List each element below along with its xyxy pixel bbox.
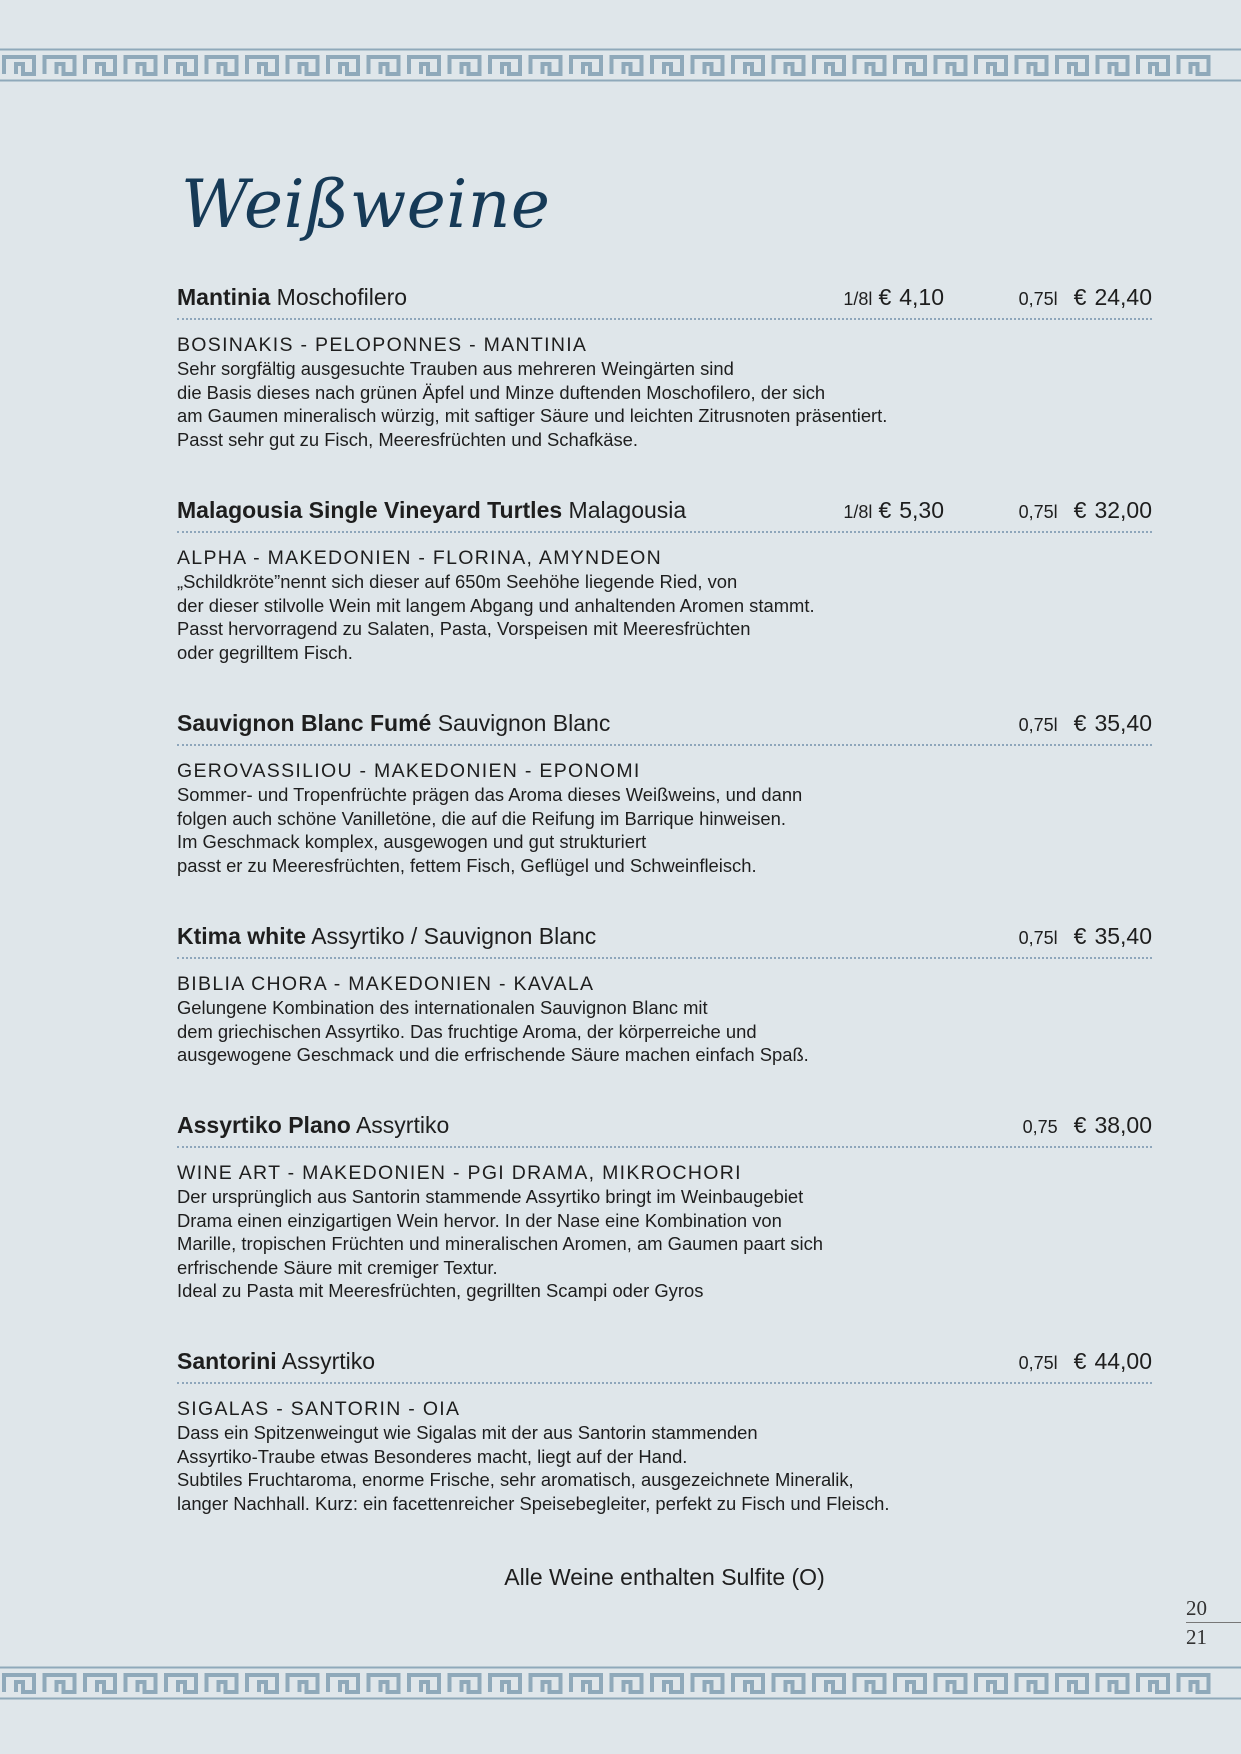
meander-motif [774,1675,804,1692]
wine-name: Sauvignon Blanc Fumé [177,710,432,736]
wine-name: Ktima white [177,923,307,949]
meander-motif [126,1675,156,1692]
meander-motif [1098,57,1128,74]
wine-name: Assyrtiko Plano [177,1112,351,1138]
euro-symbol: € [1073,1112,1087,1138]
description-line: Dass ein Spitzenweingut wie Sigalas mit der aus Santorin stammenden [177,1422,758,1443]
euro-symbol: € [1073,1348,1087,1374]
description-line: Drama einen einzigartigen Wein hervor. In der Nase eine Kombination von [177,1209,782,1231]
wine-entry [177,921,1152,1067]
description-line: der dieser stilvolle Wein mit langem Abgang und anhaltenden Aromen stammt. [177,594,815,616]
sulfite-note: Alle Weine enthalten Sulfite (O) [504,1564,825,1590]
bottle-price-value: 38,00 [1094,1112,1152,1138]
description-line: Passt hervorragend zu Salaten, Pasta, Vorspeisen mit Meeresfrüchten [177,618,751,639]
wine-grape: Malagousia [568,497,687,523]
wine-name: Mantinia [177,284,271,310]
meander-motif [976,1675,1006,1692]
description-line: die Basis dieses nach grünen Äpfel und Minze duftenden Moschofilero, der sich [177,381,826,403]
meander-ornament-top [0,48,1241,82]
meander-motif [247,1675,277,1692]
euro-symbol: € [878,497,892,523]
meander-motif [814,1675,844,1692]
bottle-price-value: 35,40 [1094,923,1152,949]
glass-price [843,284,944,311]
bottle-volume: 0,75l [1018,502,1058,522]
euro-symbol: € [1073,923,1087,949]
description-line: Subtiles Fruchtaroma, enorme Frische, sehr aromatisch, ausgezeichnete Mineralik, [177,1469,854,1490]
meander-motif [166,57,196,74]
meander-motif [409,57,439,74]
greek-key-border-top [0,48,1241,82]
meander-motif [693,1675,723,1692]
page-title: Weißweine [181,166,551,243]
bottle-price-value: 44,00 [1094,1348,1152,1374]
description-line: passt er zu Meeresfrüchten, fettem Fisch, Geflügel und Schweinfleisch. [177,854,757,876]
wine-grape: Assyrtiko [355,1112,450,1138]
description-line: Im Geschmack komplex, ausgewogen und gut strukturiert [177,831,647,852]
page-number-left: 20 [1186,1596,1207,1620]
wine-title [177,284,407,311]
meander-motif [207,57,237,74]
wine-entry [177,1110,1152,1303]
bottle-price-value: 32,00 [1094,497,1152,523]
bottle-volume: 0,75l [1018,289,1058,309]
glass-price-value: 4,10 [899,284,944,310]
wine-grape: Assyrtiko [281,1348,376,1374]
meander-motif [733,57,763,74]
description-line: Gelungene Kombination des internationalen Sauvignon Blanc mit [177,997,708,1018]
meander-motif [612,57,642,74]
meander-motif [531,1675,561,1692]
page-number-right: 21 [1186,1625,1207,1649]
meander-motif [571,1675,601,1692]
meander-motif [450,1675,480,1692]
meander-motif [166,1675,196,1692]
meander-motif [45,57,75,74]
wine-description [177,1421,1152,1515]
meander-motif [1138,57,1168,74]
glass-volume: 1/8l [843,289,873,309]
description-line: Passt sehr gut zu Fisch, Meeresfrüchten und Schafkäse. [177,428,639,450]
bottle-price [1019,497,1152,524]
bottle-volume: 0,75l [1018,715,1058,735]
meander-motif [85,1675,115,1692]
description-line: Ideal zu Pasta mit Meeresfrüchten, gegrillten Scampi oder Gyros [177,1280,704,1301]
description-line: Sehr sorgfältig ausgesuchte Trauben aus mehreren Weingärten sind [177,358,734,379]
meander-motif [369,57,399,74]
euro-symbol: € [878,284,892,310]
wine-producer: BIBLIA CHORA - MAKEDONIEN - KAVALA [177,973,595,995]
wine-entry [177,1346,1152,1515]
wine-producer: SIGALAS - SANTORIN - OIA [177,1398,461,1420]
wine-producer: WINE ART - MAKEDONIEN - PGI DRAMA, MIKROCHORI [177,1162,742,1184]
bottle-volume: 0,75 [1022,1117,1058,1137]
wine-header-row [177,1346,1152,1384]
wine-description [177,357,1152,451]
meander-motif [1138,1675,1168,1692]
meander-motif [1057,1675,1087,1692]
meander-motif [450,57,480,74]
meander-motif [288,57,318,74]
euro-symbol: € [1073,497,1087,523]
description-line: Assyrtiko-Traube etwas Besonderes macht, liegt auf der Hand. [177,1445,688,1467]
wine-header-row [177,282,1152,320]
wine-name: Malagousia Single Vineyard Turtles [177,497,563,523]
meander-motif [1179,1675,1209,1692]
meander-motif [652,57,682,74]
meander-motif [693,57,723,74]
bottle-price [1019,284,1152,311]
meander-motif [814,57,844,74]
meander-ornament-bottom [0,1666,1241,1700]
wine-name: Santorini [177,1348,277,1374]
meander-motif [126,57,156,74]
meander-motif [369,1675,399,1692]
description-line: folgen auch schöne Vanilletöne, die auf die Reifung im Barrique hinweisen. [177,807,786,829]
meander-motif [328,1675,358,1692]
meander-motif [652,1675,682,1692]
bottle-price-value: 24,40 [1094,284,1152,310]
meander-motif [45,1675,75,1692]
meander-motif [855,1675,885,1692]
wine-grape: Sauvignon Blanc [437,710,611,736]
wine-producer: BOSINAKIS - PELOPONNES - MANTINIA [177,334,588,356]
description-line: oder gegrilltem Fisch. [177,641,353,663]
meander-motif [1179,57,1209,74]
meander-motif [895,1675,925,1692]
wine-entry [177,282,1152,451]
description-line: „Schildkröte”nennt sich dieser auf 650m Seehöhe liegende Ried, von [177,571,738,592]
meander-motif [895,57,925,74]
bottle-price [1023,1112,1152,1139]
meander-motif [774,57,804,74]
description-line: erfrischende Säure mit cremiger Textur. [177,1256,498,1278]
description-line: Marille, tropischen Früchten und mineralischen Aromen, am Gaumen paart sich [177,1233,824,1254]
description-line: Sommer- und Tropenfrüchte prägen das Aroma dieses Weißweins, und dann [177,784,803,805]
meander-motif [490,1675,520,1692]
description-line: Der ursprünglich aus Santorin stammende Assyrtiko bringt im Weinbaugebiet [177,1186,804,1207]
wine-header-row [177,1110,1152,1148]
page-numbers [1186,1594,1241,1651]
description-line: langer Nachhall. Kurz: ein facettenreicher Speisebegleiter, perfekt zu Fisch und Fleisch. [177,1492,890,1514]
meander-motif [4,57,34,74]
greek-key-border-bottom [0,1666,1241,1700]
meander-motif [328,57,358,74]
wine-description [177,1185,1152,1303]
meander-motif [733,1675,763,1692]
meander-motif [247,57,277,74]
wine-grape: Moschofilero [276,284,408,310]
meander-motif [85,57,115,74]
wine-producer: ALPHA - MAKEDONIEN - FLORINA, AMYNDEON [177,547,662,569]
meander-motif [855,57,885,74]
meander-motif [288,1675,318,1692]
meander-motif [936,1675,966,1692]
meander-motif [409,1675,439,1692]
glass-price-value: 5,30 [899,497,944,523]
meander-motif [207,1675,237,1692]
glass-volume: 1/8l [843,502,873,522]
wine-title [177,923,596,950]
euro-symbol: € [1073,710,1087,736]
wine-title [177,1348,375,1375]
wine-title [177,497,686,524]
wine-title [177,1112,449,1139]
description-line: dem griechischen Assyrtiko. Das fruchtige Aroma, der körperreiche und [177,1020,757,1042]
wine-title [177,710,610,737]
meander-motif [1057,57,1087,74]
bottle-price [1019,710,1152,737]
wine-description [177,783,1152,877]
wine-header-row [177,708,1152,746]
meander-motif [976,57,1006,74]
meander-motif [4,1675,34,1692]
bottle-price-value: 35,40 [1094,710,1152,736]
meander-motif [1017,57,1047,74]
meander-motif [1098,1675,1128,1692]
wine-entry [177,708,1152,877]
meander-motif [1017,1675,1047,1692]
meander-motif [531,57,561,74]
glass-price [843,497,944,524]
wine-header-row [177,495,1152,533]
bottle-price [1019,1348,1152,1375]
meander-motif [936,57,966,74]
bottle-price [1019,923,1152,950]
description-line: am Gaumen mineralisch würzig, mit saftiger Säure und leichten Zitrusnoten präsentiert. [177,405,888,426]
bottle-volume: 0,75l [1018,1353,1058,1373]
wine-producer: GEROVASSILIOU - MAKEDONIEN - EPONOMI [177,760,641,782]
meander-motif [571,57,601,74]
euro-symbol: € [1073,284,1087,310]
meander-motif [490,57,520,74]
wine-grape: Assyrtiko / Sauvignon Blanc [311,923,597,949]
wine-description [177,996,1152,1067]
description-line: ausgewogene Geschmack und die erfrischende Säure machen einfach Spaß. [177,1044,809,1065]
meander-motif [612,1675,642,1692]
wine-description [177,570,1152,664]
wine-entry [177,495,1152,664]
wine-header-row [177,921,1152,959]
bottle-volume: 0,75l [1018,928,1058,948]
